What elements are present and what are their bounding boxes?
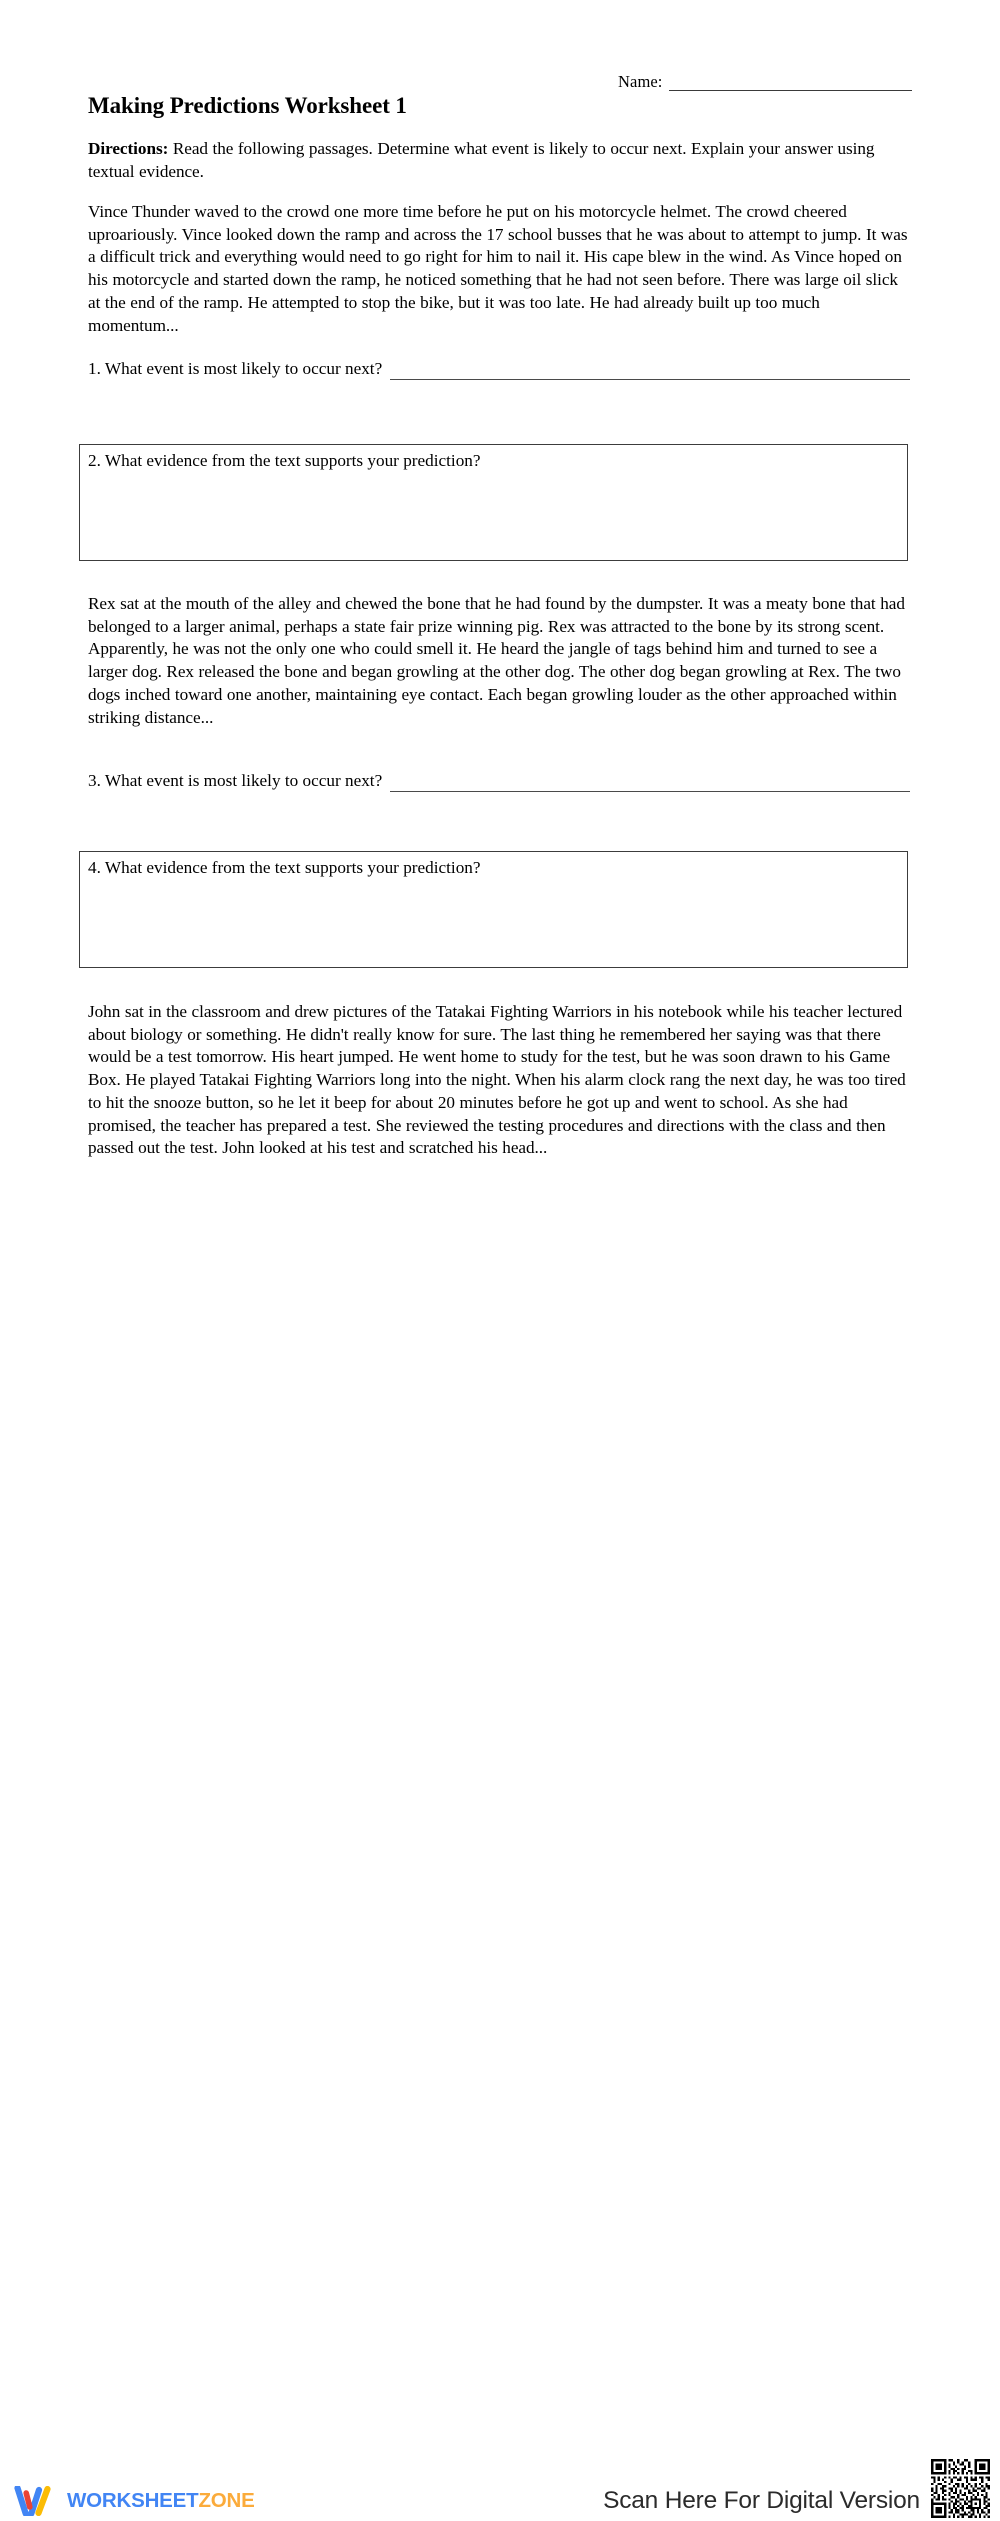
name-write-in-line[interactable] [669,75,912,91]
question-2-number: 2. [88,451,101,470]
passage-2: Rex sat at the mouth of the alley and chewed the bone that he had found by the dumpster. It was a meaty bone that had belonged to a larger animal, perhaps a state fair prize winning pig. Rex was attracted to the bone by its strong scent. Apparently, he was not the only one who could smell it. He heard the jangle of tags behind him and turned to see a larger dog. Rex released the bone and began growling at the other dog. The other dog began growling at Rex. The two dogs inched toward one another, maintaining eye contact. Each began growling louder as the other approached within striking distance... [88,594,905,727]
question-1-answer-line[interactable] [390,363,910,380]
question-4-number: 4. [88,858,101,877]
question-2-label [88,450,481,472]
question-3-answer-line[interactable] [390,775,910,792]
directions-label: Directions: [88,139,169,158]
question-1-row [88,358,910,380]
directions-text: Read the following passages. Determine what event is likely to occur next. Explain your answer using textual evidence. [88,139,875,181]
question-3-row [88,770,910,792]
brand-primary-text: WORKSHEET [67,2489,199,2512]
worksheet-zone-logo[interactable] [14,2484,255,2518]
passage-1: Vince Thunder waved to the crowd one more time before he put on his motorcycle helmet. The crowd cheered uproariously. Vince looked down the ramp and across the 17 school busses that he was about to attempt to jump. It was a difficult trick and everything would need to go right for him to nail it. His cape blew in the wind. As Vince hoped on his motorcycle and started down the ramp, he noticed something that he had not seen before. There was large oil slick at the end of the ramp. He attempted to stop the bike, but it was too late. He had already built up too much momentum... [88,202,908,335]
question-1-text: What event is most likely to occur next? [104,359,383,378]
passage-3: John sat in the classroom and drew pictures of the Tatakai Fighting Warriors in his notebook while his teacher lectured about biology or something. He didn't really know for sure. The last thing he remembered her saying was that there would be a test tomorrow. His heart jumped. He went home to study for the test, but he was soon drawn to his Game Box. He played Tatakai Fighting Warriors long into the night. When his alarm clock rang the next day, he was too tired to hit the snooze button, so he let it beep for about 20 minutes before he got up and went to school. As she had promised, the teacher has prepared a test. She reviewed the testing procedures and directions with the class and then passed out the test. John looked at his test and scratched his head... [88,1002,906,1158]
brand-secondary-text: ZONE [198,2489,255,2512]
brand-wordmark [67,2490,255,2512]
question-3-text: What event is most likely to occur next? [104,771,383,790]
question-4-text: What evidence from the text supports your prediction? [104,858,481,877]
name-label: Name: [618,72,663,91]
question-1-number: 1. [88,359,101,378]
scan-prompt-text: Scan Here For Digital Version [603,2487,920,2514]
page-title: Making Predictions Worksheet 1 [88,93,407,118]
question-4-label [88,857,481,879]
question-4-answer-box[interactable] [79,851,908,968]
worksheet-zone-w-mark-icon [14,2486,58,2516]
question-2-text: What evidence from the text supports your prediction? [104,451,481,470]
question-3-number: 3. [88,771,101,790]
question-2-answer-box[interactable] [79,444,908,561]
name-field-row [618,72,912,91]
directions-paragraph [88,138,910,183]
page-footer [0,1228,1000,2514]
qr-code[interactable] [929,2457,992,2520]
